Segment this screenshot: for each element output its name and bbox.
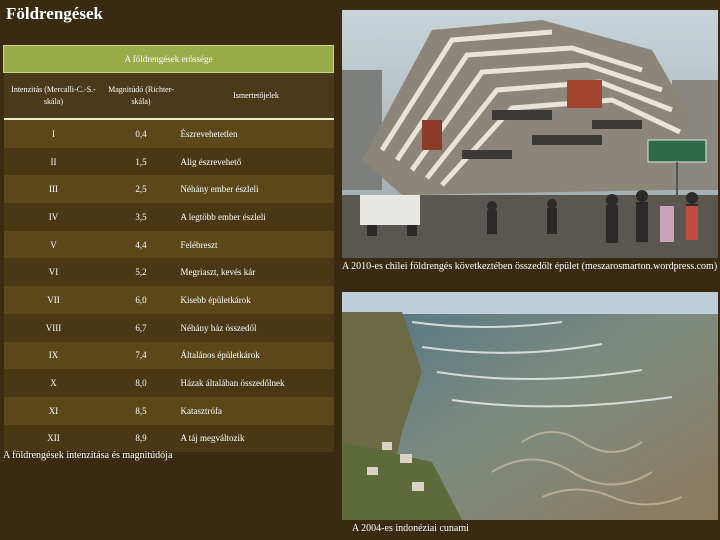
table-row — [4, 203, 334, 231]
description-cell: Felébreszt — [179, 231, 334, 259]
table-row — [4, 231, 334, 259]
intensity-cell: IV — [4, 203, 104, 231]
table-row — [4, 258, 334, 286]
collapsed-building-illustration — [342, 10, 718, 258]
description-cell: Néhány ház összedől — [179, 314, 334, 342]
intensity-cell: V — [4, 231, 104, 259]
magnitude-cell: 5,2 — [104, 258, 179, 286]
intensity-cell: X — [4, 369, 104, 397]
description-cell: Katasztrófa — [179, 397, 334, 425]
table-row — [4, 342, 334, 370]
intensity-cell: VIII — [4, 314, 104, 342]
description-cell: Alig észrevehető — [179, 148, 334, 176]
intensity-cell: IX — [4, 342, 104, 370]
magnitude-cell: 6,0 — [104, 286, 179, 314]
description-cell: A táj megváltozik — [179, 425, 334, 453]
header-intensity: Intenzitás (Mercalli-C.-S.-skála) — [4, 73, 104, 120]
intensity-cell: III — [4, 175, 104, 203]
magnitude-cell: 8,5 — [104, 397, 179, 425]
tsunami-photo — [342, 292, 718, 520]
collapsed-building-photo — [342, 10, 718, 258]
magnitude-cell: 4,4 — [104, 231, 179, 259]
table-row — [4, 369, 334, 397]
description-cell: Kisebb épületkárok — [179, 286, 334, 314]
magnitude-cell: 3,5 — [104, 203, 179, 231]
description-cell: A legtöbb ember észleli — [179, 203, 334, 231]
table-caption: A földrengések intenzitása és magnitúdója — [3, 450, 173, 461]
intensity-cell: VII — [4, 286, 104, 314]
table-row — [4, 425, 334, 453]
magnitude-cell: 2,5 — [104, 175, 179, 203]
description-cell: Megriaszt, kevés kár — [179, 258, 334, 286]
table-row — [4, 314, 334, 342]
description-cell: Észrevehetetlen — [179, 119, 334, 148]
magnitude-cell: 6,7 — [104, 314, 179, 342]
description-cell: Néhány ember észleli — [179, 175, 334, 203]
header-description: Ismertetőjelek — [179, 73, 334, 120]
description-cell: Általános épületkárok — [179, 342, 334, 370]
tsunami-photo-caption: A 2004-es indonéziai cunami — [352, 523, 469, 534]
magnitude-cell: 1,5 — [104, 148, 179, 176]
intensity-cell: XII — [4, 425, 104, 453]
building-photo-caption: A 2010-es chilei földrengés következtében összedőlt épület (meszarosmarton.wordpress.com) — [342, 261, 718, 272]
tsunami-illustration — [342, 292, 718, 520]
table-row — [4, 148, 334, 176]
page-title: Földrengések — [6, 4, 103, 23]
magnitude-cell: 7,4 — [104, 342, 179, 370]
magnitude-cell: 0,4 — [104, 119, 179, 148]
table-title: A földrengések erőssége — [4, 46, 334, 73]
magnitude-cell: 8,0 — [104, 369, 179, 397]
magnitude-cell: 8,9 — [104, 425, 179, 453]
intensity-cell: II — [4, 148, 104, 176]
earthquake-intensity-table — [3, 45, 334, 452]
intensity-cell: I — [4, 119, 104, 148]
header-magnitude: Magnitúdó (Richter-skála) — [104, 73, 179, 120]
intensity-cell: VI — [4, 258, 104, 286]
description-cell: Házak általában összedőlnek — [179, 369, 334, 397]
intensity-cell: XI — [4, 397, 104, 425]
table-row — [4, 286, 334, 314]
table-row — [4, 119, 334, 148]
table-row — [4, 397, 334, 425]
table-row — [4, 175, 334, 203]
